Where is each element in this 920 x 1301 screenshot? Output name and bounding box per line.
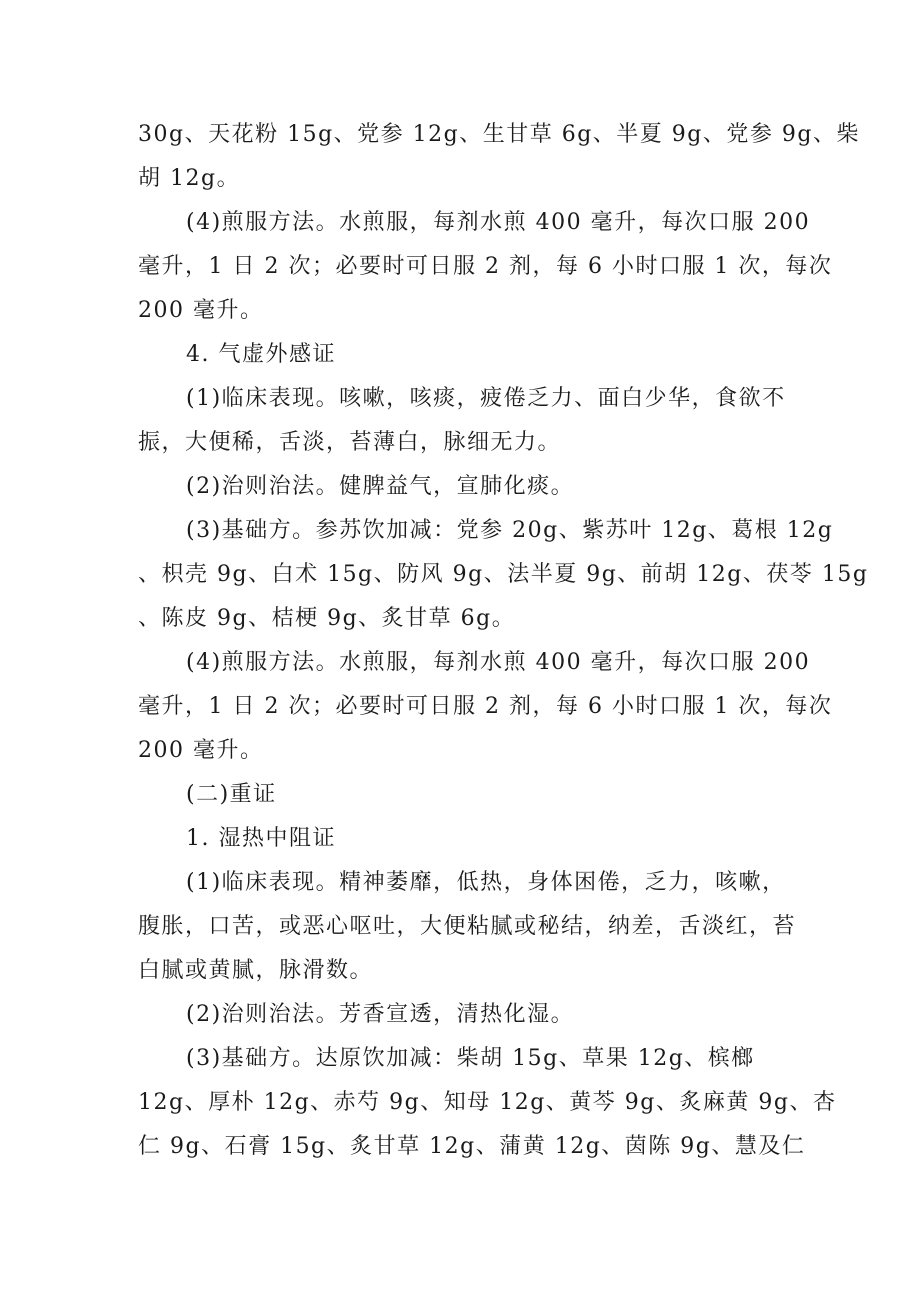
text-line: (3)基础方。参苏饮加减：党参 20g、紫苏叶 12g、葛根 12g <box>186 518 834 543</box>
text-line: (1)临床表现。咳嗽，咳痰，疲倦乏力、面白少华，食欲不 <box>186 386 786 411</box>
text-line: 毫升，1 日 2 次；必要时可日服 2 剂，每 6 小时口服 1 次，每次 <box>138 694 833 719</box>
text-line: 振，大便稀，舌淡，苔薄白，脉细无力。 <box>138 430 562 455</box>
text-line: 胡 12g。 <box>138 166 241 191</box>
text-line: 白腻或黄腻，脉滑数。 <box>138 958 374 983</box>
text-line: 、陈皮 9g、桔梗 9g、炙甘草 6g。 <box>138 606 516 631</box>
text-line: 12g、厚朴 12g、赤芍 9g、知母 12g、黄芩 9g、炙麻黄 9g、杏 <box>138 1090 837 1115</box>
text-line: 仁 9g、石膏 15g、炙甘草 12g、蒲黄 12g、茵陈 9g、慧及仁 <box>138 1134 806 1159</box>
text-line: 腹胀，口苦，或恶心呕吐，大便粘腻或秘结，纳差，舌淡红，苔 <box>138 914 797 939</box>
text-line: 200 毫升。 <box>138 738 264 763</box>
section-heading: 4. 气虚外感证 <box>186 342 336 367</box>
text-line: (3)基础方。达原饮加减：柴胡 15g、草果 12g、槟榔 <box>186 1046 755 1071</box>
text-line: (1)临床表现。精神萎靡，低热，身体困倦，乏力，咳嗽， <box>186 870 786 895</box>
text-line: (2)治则治法。芳香宣透，清热化湿。 <box>186 1002 575 1027</box>
text-line: 毫升，1 日 2 次；必要时可日服 2 剂，每 6 小时口服 1 次，每次 <box>138 254 833 279</box>
text-line: 30g、天花粉 15g、党参 12g、生甘草 6g、半夏 9g、党参 9g、柴 <box>138 122 860 147</box>
text-line: (4)煎服方法。水煎服，每剂水煎 400 毫升，每次口服 200 <box>186 650 811 675</box>
text-line: (4)煎服方法。水煎服，每剂水煎 400 毫升，每次口服 200 <box>186 210 811 235</box>
document-body <box>138 113 869 1169</box>
text-line: (2)治则治法。健脾益气，宣肺化痰。 <box>186 474 575 499</box>
section-heading: 1. 湿热中阻证 <box>186 826 336 851</box>
text-line: 200 毫升。 <box>138 298 264 323</box>
section-heading: (二)重证 <box>186 782 277 807</box>
text-line: 、枳壳 9g、白术 15g、防风 9g、法半夏 9g、前胡 12g、茯苓 15g <box>138 562 869 587</box>
